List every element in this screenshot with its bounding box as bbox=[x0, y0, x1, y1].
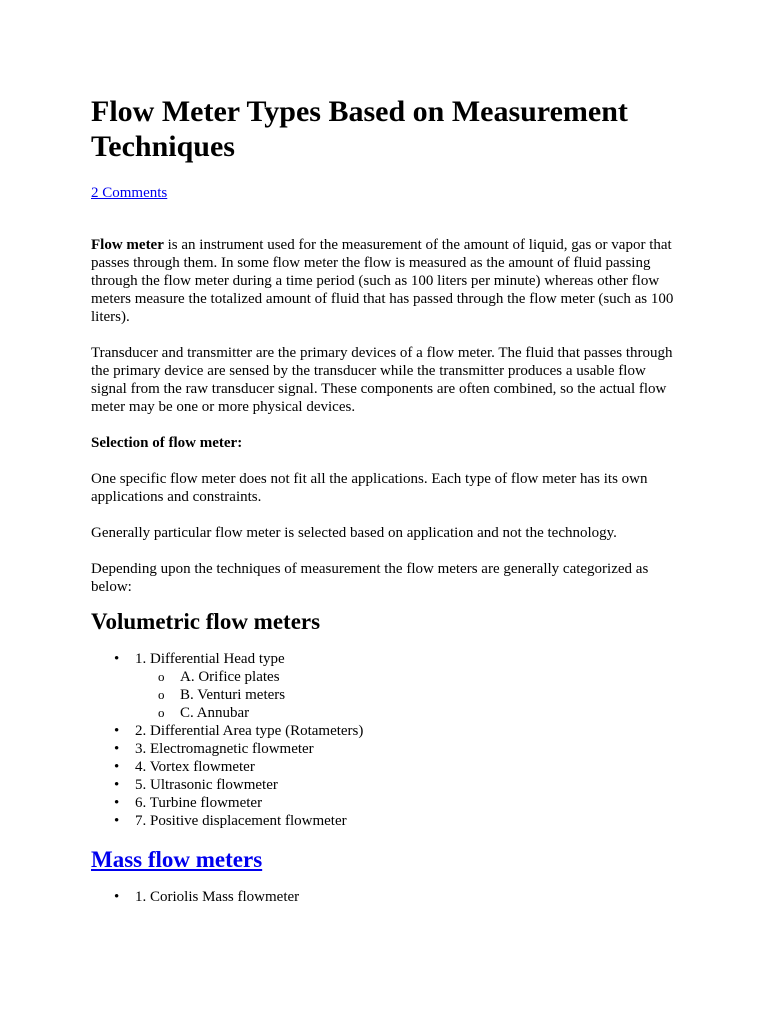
paragraph-transducer: Transducer and transmitter are the primary devices of a flow meter. The fluid that passes through the primary device are sensed by the transducer while the transmitter produces a usable flow signal from the raw transducer signal. These components are often combined, so the actual flow meter may be one or more physical devices. bbox=[91, 345, 673, 415]
selection-heading-text: Selection of flow meter: bbox=[91, 435, 243, 451]
sub-list-item bbox=[135, 704, 683, 722]
sub-list-item-label: A. Orifice plates bbox=[180, 669, 280, 685]
bullet-icon: • bbox=[114, 889, 120, 905]
volumetric-list bbox=[91, 650, 683, 830]
sub-list-item-label: C. Annubar bbox=[180, 705, 250, 721]
bullet-icon: • bbox=[114, 795, 120, 811]
sub-list-item-label: B. Venturi meters bbox=[180, 687, 286, 703]
circle-bullet-icon: o bbox=[158, 669, 165, 684]
bullet-icon: • bbox=[114, 777, 120, 793]
bullet-icon: • bbox=[114, 741, 120, 757]
list-item-label: 1. Differential Head type bbox=[135, 651, 285, 667]
circle-bullet-icon: o bbox=[158, 687, 165, 702]
intro-bold-term: Flow meter bbox=[91, 237, 164, 253]
list-item-label: 5. Ultrasonic flowmeter bbox=[135, 777, 278, 793]
volumetric-heading: Volumetric flow meters bbox=[91, 609, 321, 634]
list-item bbox=[91, 650, 683, 722]
sub-list bbox=[135, 668, 683, 722]
intro-text: is an instrument used for the measurement of the amount of liquid, gas or vapor that passes through them. In some flow meter the flow is measured as the amount of fluid passing through the flow meter during a time period (such as 100 liters per minute) whereas other flow meters measure the totalized amount of fluid that has passed through the flow meter (such as 100 liters). bbox=[91, 237, 674, 325]
article bbox=[91, 94, 683, 906]
selection-heading bbox=[91, 434, 683, 452]
bullet-icon: • bbox=[114, 813, 120, 829]
list-item-label: 3. Electromagnetic flowmeter bbox=[135, 741, 314, 757]
list-item bbox=[91, 758, 683, 776]
bullet-icon: • bbox=[114, 651, 120, 667]
paragraph-applications: One specific flow meter does not fit all the applications. Each type of flow meter has its own applications and constraints. bbox=[91, 471, 648, 505]
page-title: Flow Meter Types Based on Measurement Techniques bbox=[91, 95, 628, 163]
list-item-label: 2. Differential Area type (Rotameters) bbox=[135, 723, 364, 739]
sub-list-item bbox=[135, 668, 683, 686]
list-item-label: 1. Coriolis Mass flowmeter bbox=[135, 889, 300, 905]
list-item bbox=[91, 740, 683, 758]
list-item bbox=[91, 888, 683, 906]
list-item bbox=[91, 722, 683, 740]
paragraph-categories: Depending upon the techniques of measurement the flow meters are generally categorized as below: bbox=[91, 561, 649, 595]
sub-list-item bbox=[135, 686, 683, 704]
intro-paragraph bbox=[91, 236, 683, 326]
list-item bbox=[91, 794, 683, 812]
mass-list bbox=[91, 888, 683, 906]
mass-flow-heading-link[interactable]: Mass flow meters bbox=[91, 847, 263, 872]
circle-bullet-icon: o bbox=[158, 705, 165, 720]
list-item-label: 6. Turbine flowmeter bbox=[135, 795, 263, 811]
list-item bbox=[91, 812, 683, 830]
bullet-icon: • bbox=[114, 759, 120, 775]
paragraph-selection-basis: Generally particular flow meter is selected based on application and not the technology. bbox=[91, 525, 617, 541]
list-item bbox=[91, 776, 683, 794]
list-item-label: 4. Vortex flowmeter bbox=[135, 759, 255, 775]
bullet-icon: • bbox=[114, 723, 120, 739]
list-item-label: 7. Positive displacement flowmeter bbox=[135, 813, 347, 829]
comments-link[interactable]: 2 Comments bbox=[91, 185, 168, 201]
